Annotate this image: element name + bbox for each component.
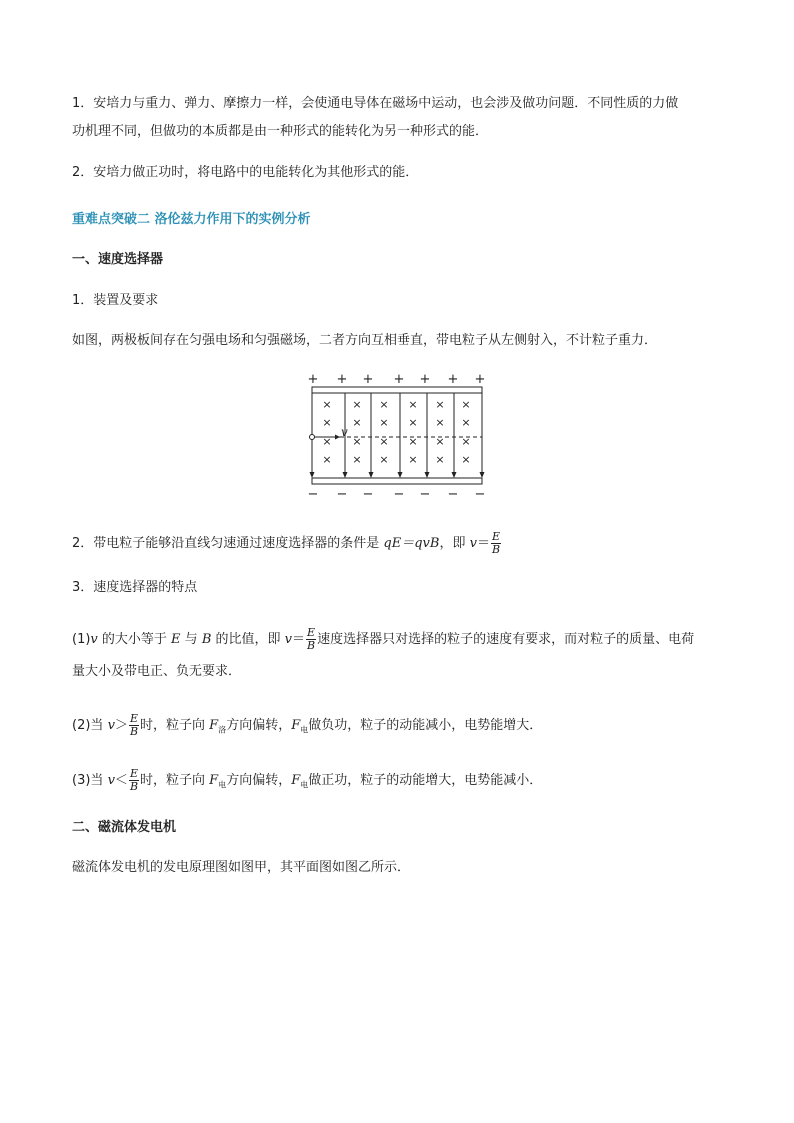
plus-sign: + xyxy=(474,372,486,387)
minus-sign: − xyxy=(307,487,319,500)
field-arrowhead xyxy=(480,472,485,478)
point1-text-b: 与 xyxy=(180,632,202,647)
point3-sub1: 电 xyxy=(218,780,227,790)
minus-sign: − xyxy=(474,487,486,500)
point3-text-b: 方向偏转， xyxy=(226,773,292,788)
cross-mark: × xyxy=(379,398,389,411)
bottom-plate xyxy=(312,478,482,484)
para1-line1: 1．安培力与重力、弹力、摩擦力一样，会使通电导体在磁场中运动，也会涉及做功问题．不同性质的力做 xyxy=(72,96,679,111)
point1-fraction-num: E xyxy=(307,626,316,639)
plus-sign: + xyxy=(336,372,348,387)
item2-text: 2．带电粒子能够沿直线匀速通过速度选择器的条件是 xyxy=(72,536,384,551)
plus-sign: + xyxy=(393,372,405,387)
minus-sign: − xyxy=(362,487,374,500)
subsection-title-velocity-selector: 一、速度选择器 xyxy=(72,252,164,267)
cross-mark: × xyxy=(461,398,471,411)
cross-mark: × xyxy=(352,416,362,429)
cross-mark: × xyxy=(322,398,332,411)
cross-mark: × xyxy=(408,453,418,466)
item3-heading: 3．速度选择器的特点 xyxy=(72,580,198,595)
point2-text-b: 方向偏转， xyxy=(226,718,292,733)
minus-sign: − xyxy=(447,487,459,500)
point1-line2: 量大小及带电正、负无要求． xyxy=(72,664,242,679)
item2-v: v xyxy=(469,536,477,551)
point2-text-a: 时，粒子向 xyxy=(140,718,210,733)
point2-sub2: 电 xyxy=(300,725,309,735)
point1-v2: v xyxy=(284,632,292,647)
cross-mark: × xyxy=(322,453,332,466)
cross-mark: × xyxy=(322,416,332,429)
point1-fraction-den: B xyxy=(307,639,316,652)
cross-mark: × xyxy=(352,453,362,466)
point1-line1 xyxy=(72,627,694,652)
plus-signs xyxy=(308,372,486,387)
section-title: 重难点突破二 洛伦兹力作用下的实例分析 xyxy=(72,212,311,227)
field-arrowhead xyxy=(369,472,374,478)
point3-F1: F xyxy=(209,773,219,788)
subsection-title-mhd-generator: 二、磁流体发电机 xyxy=(72,820,177,835)
point2-fraction xyxy=(129,713,139,738)
minus-sign: − xyxy=(419,487,431,500)
point2-prefix: (2)当 xyxy=(72,718,108,733)
point1-E: E xyxy=(171,632,181,647)
point2-F1: F xyxy=(209,718,219,733)
point1-text-d: 速度选择器只对选择的粒子的速度有要求，而对粒子的质量、电荷 xyxy=(317,632,695,647)
cross-mark: × xyxy=(461,416,471,429)
point3-fraction xyxy=(129,768,139,793)
point2-F2: F xyxy=(291,718,301,733)
point1-B: B xyxy=(201,632,212,647)
field-arrowhead xyxy=(343,472,348,478)
item2-fraction xyxy=(491,531,501,556)
field-arrowhead xyxy=(425,472,430,478)
item2-fraction-num: E xyxy=(491,530,501,543)
cross-mark: × xyxy=(408,435,418,448)
point1-v: v xyxy=(90,632,98,647)
minus-sign: − xyxy=(393,487,405,500)
cross-mark: × xyxy=(352,398,362,411)
cross-mark: × xyxy=(322,435,332,448)
point1-equals: ＝ xyxy=(292,632,306,647)
item2-fraction-den: B xyxy=(491,543,501,556)
point3-F2: F xyxy=(291,773,301,788)
item1-description: 如图，两极板间存在匀强电场和匀强磁场，二者方向互相垂直，带电粒子从左侧射入，不计粒子重力． xyxy=(72,333,658,348)
point1-text-c: 的比值，即 xyxy=(211,632,285,647)
velocity-arrowhead xyxy=(335,435,340,440)
item1-heading: 1．装置及要求 xyxy=(72,293,159,308)
point3-op: ＜ xyxy=(114,773,128,788)
point2 xyxy=(72,713,542,741)
point1-text-a: 的大小等于 xyxy=(97,632,172,647)
point2-sub1: 洛 xyxy=(218,725,227,735)
top-plate xyxy=(312,387,482,393)
cross-mark: × xyxy=(379,435,389,448)
point2-fraction-den: B xyxy=(129,725,139,738)
field-arrowhead xyxy=(310,472,315,478)
point3-prefix: (3)当 xyxy=(72,773,108,788)
point2-op: ＞ xyxy=(114,718,128,733)
cross-mark: × xyxy=(461,453,471,466)
velocity-selector-figure xyxy=(300,370,500,500)
point3-fraction-den: B xyxy=(129,780,139,793)
para2: 2．安培力做正功时，将电路中的电能转化为其他形式的能． xyxy=(72,165,419,180)
point3 xyxy=(72,768,542,796)
item2-sep: ，即 xyxy=(439,536,470,551)
cross-mark: × xyxy=(435,398,445,411)
plus-sign: + xyxy=(362,372,374,387)
velocity-label: v xyxy=(341,425,348,439)
point1-fraction xyxy=(306,627,316,652)
point2-fraction-num: E xyxy=(129,712,138,725)
cross-mark: × xyxy=(435,416,445,429)
point3-sub2: 电 xyxy=(300,780,309,790)
item2-eq1: qE＝qvB xyxy=(383,536,440,551)
cross-mark: × xyxy=(435,435,445,448)
cross-mark: × xyxy=(379,416,389,429)
point2-text-c: 做负功，粒子的动能减小，电势能增大． xyxy=(308,718,543,733)
item2 xyxy=(72,531,502,556)
minus-signs xyxy=(308,487,486,500)
point3-text-c: 做正功，粒子的动能增大，电势能减小． xyxy=(308,773,543,788)
point2-v: v xyxy=(107,718,115,733)
cross-mark: × xyxy=(435,453,445,466)
item2-equals: ＝ xyxy=(476,536,490,551)
point1-prefix: (1) xyxy=(72,632,91,647)
point3-v: v xyxy=(107,773,115,788)
cross-mark: × xyxy=(352,435,362,448)
field-arrowhead xyxy=(398,472,403,478)
plus-sign: + xyxy=(447,372,459,387)
cross-mark: × xyxy=(408,416,418,429)
particle xyxy=(310,435,315,440)
plus-sign: + xyxy=(307,372,319,387)
plus-sign: + xyxy=(419,372,431,387)
subsection2-description: 磁流体发电机的发电原理图如图甲，其平面图如图乙所示． xyxy=(72,860,411,875)
para1-line2: 功机理不同，但做功的本质都是由一种形式的能转化为另一种形式的能． xyxy=(72,124,489,139)
minus-sign: − xyxy=(336,487,348,500)
point3-fraction-num: E xyxy=(129,767,138,780)
point3-text-a: 时，粒子向 xyxy=(140,773,210,788)
cross-mark: × xyxy=(379,453,389,466)
field-arrowhead xyxy=(452,472,457,478)
cross-mark: × xyxy=(408,398,418,411)
cross-mark: × xyxy=(461,435,471,448)
